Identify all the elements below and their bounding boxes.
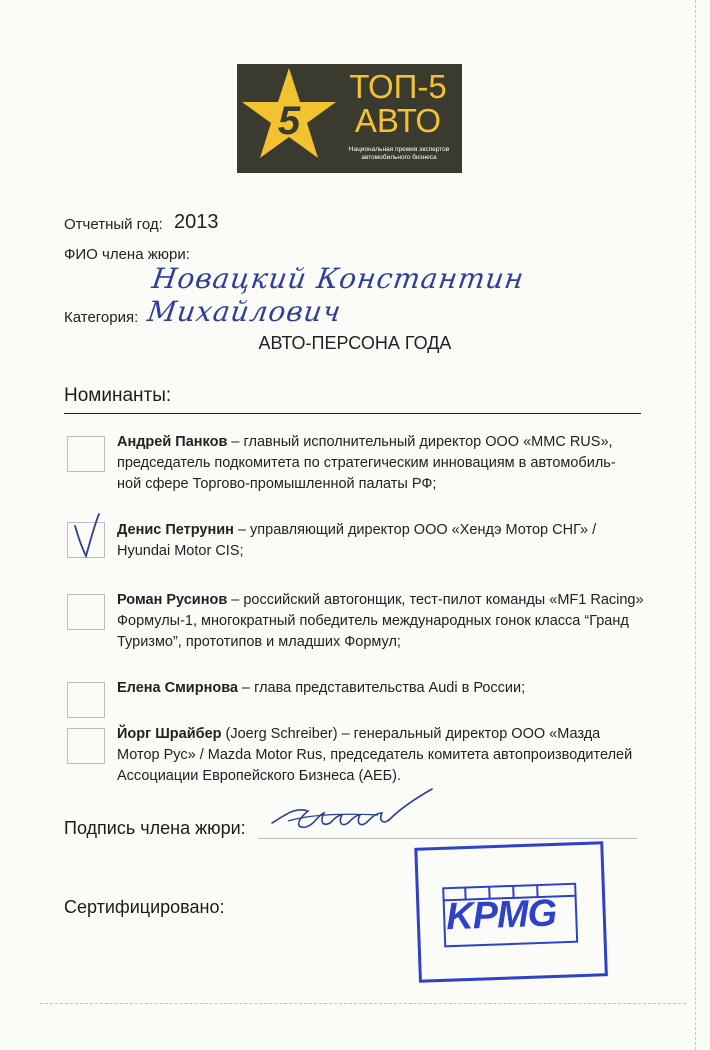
nominee-petrunin bbox=[117, 520, 672, 562]
logo-subtitle bbox=[341, 146, 457, 162]
nominee-schreiber bbox=[117, 724, 672, 787]
logo-title-line2: АВТО bbox=[354, 102, 442, 139]
nominee-checkbox-schreiber[interactable] bbox=[67, 728, 105, 764]
logo-title bbox=[337, 70, 459, 138]
nominees-heading: Номинанты: bbox=[64, 385, 172, 406]
nominee-name: Денис Петрунин bbox=[117, 522, 234, 538]
nominee-desc-line: ной сфере Торгово-промышленной палаты РФ; bbox=[117, 476, 437, 492]
checkmark-icon bbox=[72, 512, 102, 558]
nominee-name: Йорг Шрайбер bbox=[117, 726, 222, 742]
jury-label: ФИО члена жюри: bbox=[64, 246, 190, 263]
stamp-logo-text: KPMG bbox=[445, 892, 557, 939]
nominee-checkbox-smirnova[interactable] bbox=[67, 682, 105, 718]
nominee-desc-line: – управляющий директор ООО «Хендэ Мотор СНГ» / bbox=[233, 522, 597, 538]
logo-subtitle-line2: автомобильного бизнеса bbox=[361, 154, 437, 161]
logo-subtitle-line1: Национальная премия экспертов bbox=[348, 146, 450, 153]
logo-number: 5 bbox=[277, 99, 301, 143]
logo-title-line1: ТОП-5 bbox=[349, 68, 447, 105]
divider bbox=[64, 413, 641, 414]
category-title: АВТО-ПЕРСОНА ГОДА bbox=[258, 333, 452, 353]
kpmg-stamp bbox=[405, 828, 615, 990]
nominee-name: Роман Русинов bbox=[117, 592, 228, 608]
nominee-pankov bbox=[117, 432, 672, 495]
nominee-desc-line: председатель подкомитета по стратегическим инновациям в автомобиль- bbox=[117, 455, 616, 471]
top5-avto-logo bbox=[237, 64, 462, 173]
nominee-desc-line: Мотор Рус» / Mazda Motor Rus, председатель комитета автопроизводителей bbox=[117, 747, 633, 763]
year-label: Отчетный год: bbox=[64, 216, 163, 233]
certified-label: Сертифицировано: bbox=[64, 897, 225, 917]
jury-name-handwritten: Новацкий Константин Михайлович bbox=[145, 262, 527, 328]
nominee-desc-line: Формулы-1, многократный победитель международных гонок класса “Гранд bbox=[117, 613, 629, 629]
nominee-desc-line: – российский автогонщик, тест-пилот команды «MF1 Racing» bbox=[227, 592, 644, 608]
page-edge-bottom bbox=[40, 1003, 686, 1005]
nominee-name: Андрей Панков bbox=[117, 434, 228, 450]
nominee-desc-line: – главный исполнительный директор ООО «ММС RUS», bbox=[227, 434, 613, 450]
page-edge-right bbox=[694, 0, 696, 1050]
nominee-desc-line: Туризмо”, прототипов и младших Формул; bbox=[117, 634, 401, 650]
nominee-checkbox-pankov[interactable] bbox=[67, 436, 105, 472]
nominee-checkbox-rusinov[interactable] bbox=[67, 594, 105, 630]
nominee-rusinov bbox=[117, 590, 672, 653]
nominee-desc-line: Hyundai Motor CIS; bbox=[117, 543, 244, 559]
nominee-name: Елена Смирнова bbox=[117, 680, 238, 696]
nominee-desc-line: Ассоциации Европейского Бизнеса (АЕБ). bbox=[117, 768, 402, 784]
nominee-desc-line: (Joerg Schreiber) – генеральный директор ООО «Мазда bbox=[221, 726, 601, 742]
nominee-desc-line: – глава представительства Audi в России; bbox=[237, 680, 526, 696]
signature-scribble bbox=[268, 785, 438, 840]
nominee-smirnova bbox=[117, 678, 672, 699]
signature-label: Подпись члена жюри: bbox=[64, 818, 246, 838]
category-label: Категория: bbox=[64, 309, 139, 326]
year-value: 2013 bbox=[174, 211, 219, 233]
